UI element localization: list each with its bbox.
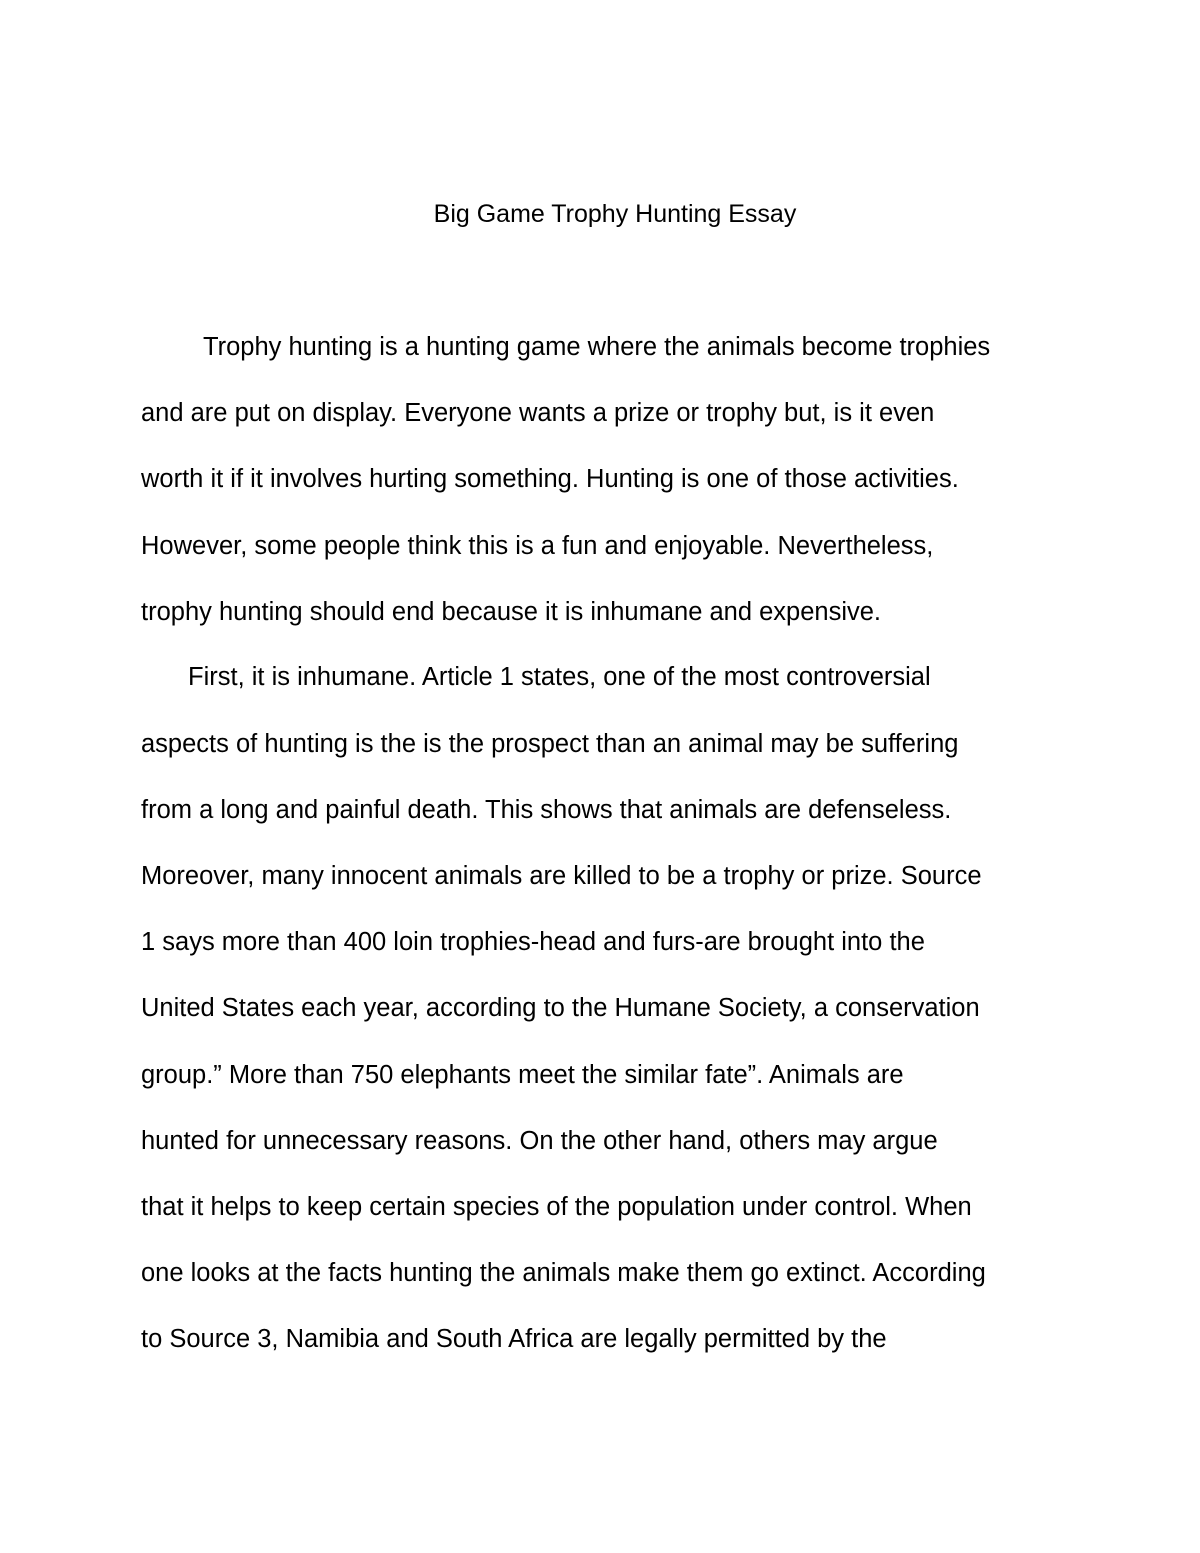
paragraph-1-line-3: worth it if it involves hurting something. Hunting is one of those activities. bbox=[141, 465, 959, 493]
paragraph-1-line-1: Trophy hunting is a hunting game where the animals become trophies bbox=[203, 333, 991, 361]
paragraph-1-line-2: and are put on display. Everyone wants a prize or trophy but, is it even bbox=[141, 399, 935, 427]
paragraph-2-line-11: to Source 3, Namibia and South Africa are legally permitted by the bbox=[141, 1325, 887, 1353]
paragraph-1-line-5: trophy hunting should end because it is inhumane and expensive. bbox=[141, 598, 882, 626]
paragraph-2-line-5: 1 says more than 400 loin trophies-head and furs-are brought into the bbox=[141, 928, 925, 956]
paragraph-2-line-10: one looks at the facts hunting the animals make them go extinct. According bbox=[141, 1259, 986, 1287]
paragraph-2-line-4: Moreover, many innocent animals are killed to be a trophy or prize. Source bbox=[141, 862, 982, 890]
paragraph-2-line-8: hunted for unnecessary reasons. On the other hand, others may argue bbox=[141, 1127, 938, 1155]
paragraph-2-line-3: from a long and painful death. This shows that animals are defenseless. bbox=[141, 796, 952, 824]
paragraph-2-line-7: group.” More than 750 elephants meet the similar fate”. Animals are bbox=[141, 1061, 904, 1089]
paragraph-2-line-6: United States each year, according to the Humane Society, a conservation bbox=[141, 994, 980, 1022]
essay-title: Big Game Trophy Hunting Essay bbox=[433, 200, 797, 228]
paragraph-2-line-2: aspects of hunting is the is the prospect than an animal may be suffering bbox=[141, 730, 959, 758]
paragraph-2-line-9: that it helps to keep certain species of the population under control. When bbox=[141, 1193, 972, 1221]
paragraph-1-line-4: However, some people think this is a fun and enjoyable. Nevertheless, bbox=[141, 532, 934, 560]
paragraph-2-line-1: First, it is inhumane. Article 1 states, one of the most controversial bbox=[188, 663, 931, 691]
